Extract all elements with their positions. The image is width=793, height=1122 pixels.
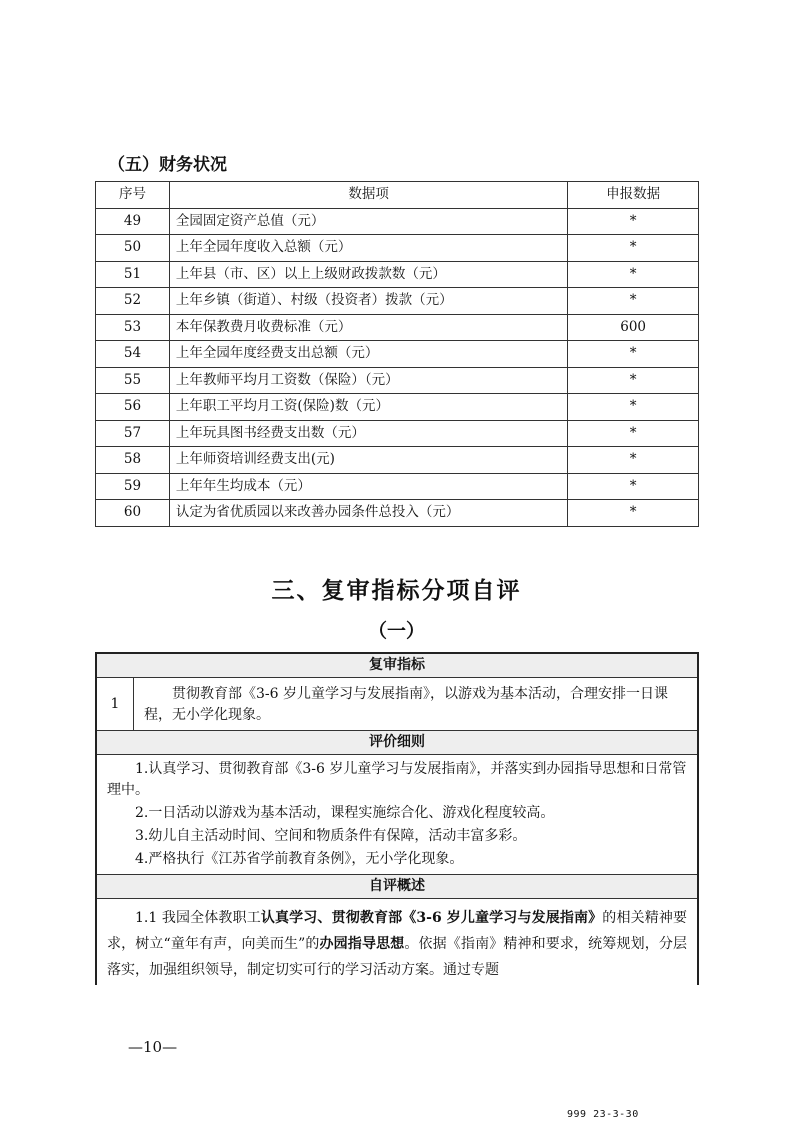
summary-part: 1.1 我园全体教职工 [135, 910, 261, 926]
row-item: 认定为省优质园以来改善办园条件总投入（元） [169, 500, 567, 527]
header-no: 序号 [96, 182, 170, 209]
summary-text [97, 899, 697, 983]
row-item: 上年县（市、区）以上上级财政拨款数（元） [169, 261, 567, 288]
section3-title: 三、复审指标分项自评 [271, 578, 522, 604]
finance-table-header-row [96, 182, 699, 209]
row-value: * [568, 341, 699, 368]
row-item: 上年玩具图书经费支出数（元） [169, 420, 567, 447]
row-value: * [568, 394, 699, 421]
row-value: * [568, 288, 699, 315]
finance-table-row [96, 394, 699, 421]
header-value: 申报数据 [568, 182, 699, 209]
row-value: * [568, 367, 699, 394]
indicator-text: 贯彻教育部《3-6 岁儿童学习与发展指南》，以游戏为基本活动，合理安排一日课程，无小学化现象。 [144, 686, 668, 723]
row-item: 上年全园年度经费支出总额（元） [169, 341, 567, 368]
summary-part: 。依据《指南》精神和要求，统筹规划，分层落实，加强组织领导，制定切实可行的学习活动方案。通过专题 [107, 936, 688, 978]
finance-table-row [96, 500, 699, 527]
row-item: 本年保教费月收费标准（元） [169, 314, 567, 341]
criteria-item: 2.一日活动以游戏为基本活动，课程实施综合化、游戏化程度较高。 [135, 805, 555, 821]
finance-table [95, 181, 699, 527]
row-item: 上年年生均成本（元） [169, 473, 567, 500]
row-number: 53 [96, 314, 170, 341]
finance-table-row [96, 341, 699, 368]
row-value: * [568, 447, 699, 474]
row-item: 上年师资培训经费支出(元) [169, 447, 567, 474]
indicator-row [97, 678, 697, 731]
row-value: 600 [568, 314, 699, 341]
row-number: 49 [96, 208, 170, 235]
row-value: * [568, 500, 699, 527]
row-value: * [568, 235, 699, 262]
row-number: 54 [96, 341, 170, 368]
row-number: 51 [96, 261, 170, 288]
criteria-item: 3.幼儿自主活动时间、空间和物质条件有保障，活动丰富多彩。 [135, 828, 527, 844]
row-number: 55 [96, 367, 170, 394]
finance-table-row [96, 235, 699, 262]
indicator-number: 1 [97, 678, 134, 730]
row-number: 60 [96, 500, 170, 527]
finance-section-title: （五）财务状况 [108, 155, 227, 175]
row-value: * [568, 420, 699, 447]
finance-table-row [96, 208, 699, 235]
row-number: 52 [96, 288, 170, 315]
summary-bold: 办园指导思想 [319, 936, 405, 952]
finance-table-row [96, 447, 699, 474]
row-item: 上年全园年度收入总额（元） [169, 235, 567, 262]
summary-part: 的相关精神要求，树立“童年有声，向美而生”的 [107, 910, 688, 952]
row-value: * [568, 473, 699, 500]
row-item: 全园固定资产总值（元） [169, 208, 567, 235]
finance-table-row [96, 314, 699, 341]
summary-bold: 认真学习、贯彻教育部《3-6 岁儿童学习与发展指南》 [260, 910, 603, 926]
row-number: 58 [96, 447, 170, 474]
finance-table-row [96, 261, 699, 288]
row-number: 56 [96, 394, 170, 421]
finance-table-row [96, 420, 699, 447]
section3-subtitle: （一） [367, 620, 425, 642]
row-number: 59 [96, 473, 170, 500]
indicator-box [95, 652, 699, 985]
finance-table-row [96, 288, 699, 315]
header-item: 数据项 [169, 182, 567, 209]
row-number: 50 [96, 235, 170, 262]
finance-table-row [96, 367, 699, 394]
row-value: * [568, 261, 699, 288]
row-number: 57 [96, 420, 170, 447]
print-stamp: 999 23-3-30 [567, 1109, 639, 1120]
row-item: 上年教师平均月工资数（保险）（元） [169, 367, 567, 394]
summary-header: 自评概述 [97, 875, 697, 899]
row-item: 上年职工平均月工资(保险)数（元） [169, 394, 567, 421]
criteria-item: 4.严格执行《江苏省学前教育条例》，无小学化现象。 [135, 851, 464, 867]
criteria-item: 1.认真学习、贯彻教育部《3-6 岁儿童学习与发展指南》，并落实到办园指导思想和日常管理中。 [107, 761, 687, 798]
row-item: 上年乡镇（街道）、村级（投资者）拨款（元） [169, 288, 567, 315]
criteria-list [97, 755, 697, 875]
finance-table-row [96, 473, 699, 500]
page-number: —10— [128, 1038, 178, 1056]
row-value: * [568, 208, 699, 235]
indicator-header: 复审指标 [97, 654, 697, 678]
criteria-header: 评价细则 [97, 731, 697, 755]
